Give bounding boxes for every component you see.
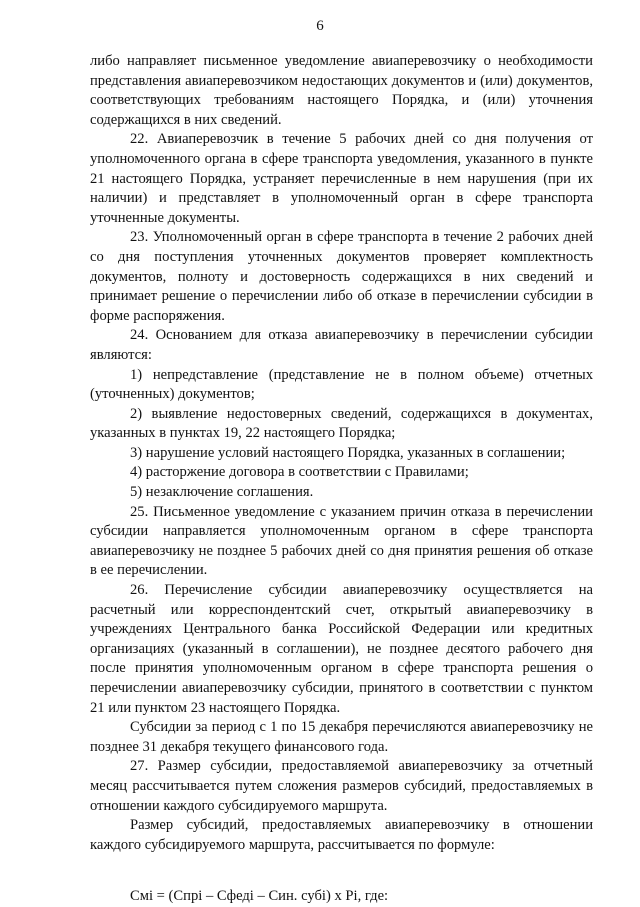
paragraph-26: 26. Перечисление субсидии авиаперевозчику осуществляется на расчетный или корреспондентский счет, открытый авиаперевозчику в учреждениях Центрального банка Российской Федерации или кредитных организациях (указанный в соглашении), не позднее десятого рабочего дня после принятия уполномоченным органом в сфере транспорта решения о перечислении авиаперевозчику субсидии, принятого в соответствии с пунктом 21 или пунктом 23 настоящего Порядка. [90, 582, 593, 716]
list-item-4: 4) расторжение договора в соответствии с Правилами; [130, 464, 469, 481]
paragraph-24: 24. Основанием для отказа авиаперевозчику в перечислении субсидии являются: [90, 327, 593, 363]
list-item-1: 1) непредставление (представление не в полном объеме) отчетных (уточненных) документов; [90, 366, 593, 403]
list-item-3: 3) нарушение условий настоящего Порядка, указанных в соглашении; [130, 444, 566, 461]
paragraph-23: 23. Уполномоченный орган в сфере транспорта в течение 2 рабочих дней со дня поступления уточненных документов проверяет комплектность документов, полноту и достоверность содержащихся в них сведений и принимает решение о перечислении либо об отказе в перечислении субсидии в форме распоряжения. [90, 229, 593, 324]
document-body [90, 52, 593, 907]
page-number: 6 [316, 18, 324, 34]
paragraph-continuation: либо направляет письменное уведомление авиаперевозчику о необходимости представления авиаперевозчиком недостающих документов и (или) документов, соответствующих требованиям настоящего Порядка, и (или) уточнения содержащихся в них сведений. [90, 53, 593, 128]
paragraph-25: 25. Письменное уведомление с указанием причин отказа в перечислении субсидии направляется уполномоченным органом в сфере транспорта авиаперевозчику не позднее 5 рабочих дней со дня принятия решения об отказе в ее перечислении. [90, 503, 593, 579]
list-item-2: 2) выявление недостоверных сведений, содержащихся в документах, указанных в пунктах 19, 22 настоящего Порядка; [90, 405, 593, 442]
paragraph-27-formula-intro: Размер субсидий, предоставляемых авиаперевозчику в отношении каждого субсидируемого маршрута, рассчитывается по формуле: [90, 817, 593, 853]
list-item-5: 5) незаключение соглашения. [130, 484, 314, 501]
subsidy-formula: Смі = (Спрі – Сфеді – Син. субі) х Рі, где: [130, 888, 389, 905]
paragraph-27: 27. Размер субсидии, предоставляемой авиаперевозчику за отчетный месяц рассчитывается путем сложения размеров субсидий, предоставляемых в отношении каждого субсидируемого маршрута. [90, 758, 593, 814]
paragraph-22: 22. Авиаперевозчик в течение 5 рабочих дней со дня получения от уполномоченного органа в сфере транспорта уведомления, указанного в пункте 21 настоящего Порядка, устраняет перечисленные в нем нарушения (при их наличии) и представляет в уполномоченный орган в сфере транспорта уточненные документы. [90, 131, 593, 226]
paragraph-26-december: Субсидии за период с 1 по 15 декабря перечисляются авиаперевозчику не позднее 31 декабря текущего финансового года. [90, 719, 593, 755]
